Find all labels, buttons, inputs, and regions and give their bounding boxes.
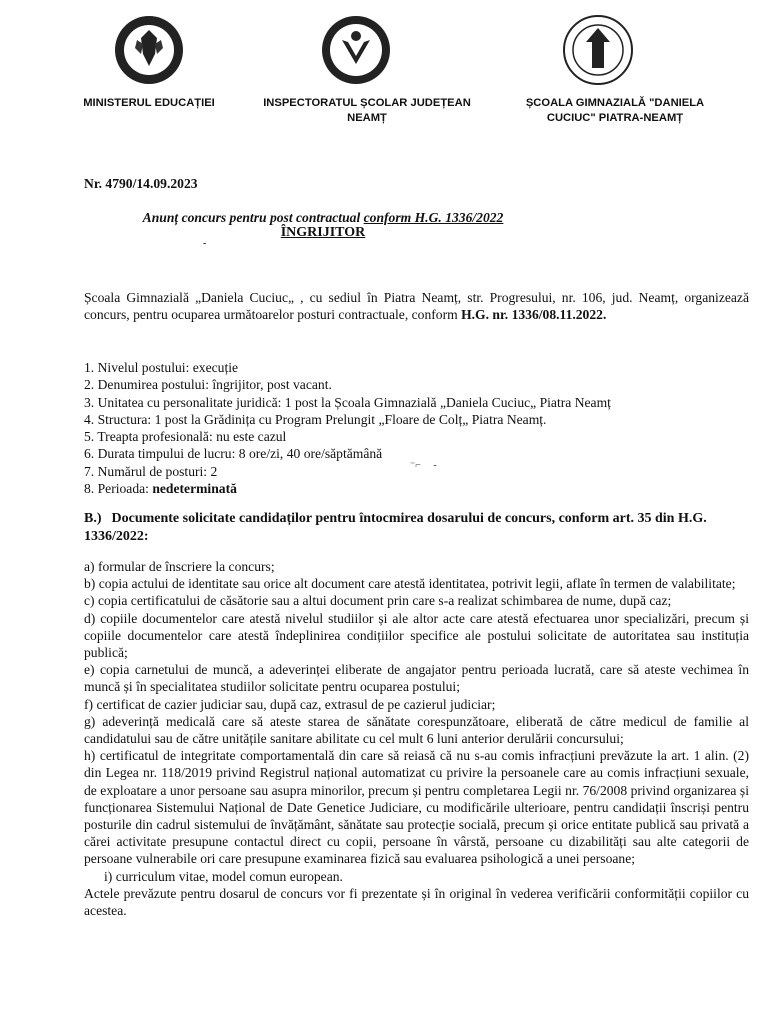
org-ministry: MINISTERUL EDUCAȚIEI bbox=[83, 97, 215, 109]
position-details-list bbox=[84, 359, 611, 497]
list-item: 4. Structura: 1 post la Grădinița cu Program Prelungit „Floare de Colț„ Piatra Neamț. bbox=[84, 411, 547, 427]
required-documents-list bbox=[84, 558, 749, 919]
list-item: 2. Denumirea postului: îngrijitor, post vacant. bbox=[84, 377, 332, 393]
announcement-title: Anunț concurs pentru post contractual conform H.G. 1336/2022 bbox=[142, 210, 504, 225]
list-item: b) copia actului de identitate sau orice alt document care atestă identitatea, potrivit legii, aflate în termen de valabilitate; bbox=[84, 576, 736, 592]
org-school: ȘCOALA GIMNAZIALĂ "DANIELA CUCIUC" PIATRA-NEAMȚ bbox=[525, 97, 705, 124]
stray-mark: ⁻⌐ - bbox=[410, 460, 437, 471]
school-seal-logo bbox=[562, 14, 634, 86]
list-item: 3. Unitatea cu personalitate juridică: 1 post la Școala Gimnazială „Daniela Cuciuc„ Piatra Neamț bbox=[84, 394, 611, 410]
list-item: c) copia certificatului de căsătorie sau a altui document prin care s-a realizat schimbarea de nume, după caz; bbox=[84, 593, 672, 609]
position-title: ÎNGRIJITOR bbox=[280, 225, 366, 240]
section-b-heading: B.) Documente solicitate candidaților pentru întocmirea dosarului de concurs, conform art. 35 din H.G. 1336/2022: bbox=[84, 511, 707, 544]
list-item: d) copiile documentelor care atestă nivelul studiilor și ale altor acte care atestă efectuarea unor specializări, precum și copiile documentelor care atestă îndeplinirea condițiilor specifice ale postului solicitate de autoritatea sau instituția publică; bbox=[84, 610, 749, 661]
list-item: g) adeverință medicală care să ateste starea de sănătate corespunzătoare, eliberată de către medicul de familie al candidatului sau de către unitățile sanitare abilitate cu cel mult 6 luni anterior derulării concursului; bbox=[84, 713, 749, 747]
list-item: 8. Perioada: nedeterminată bbox=[84, 481, 237, 497]
list-item: i) curriculum vitae, model comun european. bbox=[104, 868, 343, 884]
school-inspectorate-seal-logo bbox=[320, 14, 392, 86]
list-item: 6. Durata timpului de lucru: 8 ore/zi, 40 ore/săptămână bbox=[84, 446, 383, 462]
list-item: a) formular de înscriere la concurs; bbox=[84, 559, 275, 574]
list-item: f) certificat de cazier judiciar sau, după caz, extrasul de pe cazierul judiciar; bbox=[84, 696, 496, 712]
intro-paragraph: Școala Gimnazială „Daniela Cuciuc„ , cu sediul în Piatra Neamț, str. Progresului, nr. 106, jud. Neamț, organizează concurs, pentru ocuparea următoarelor posturi contractuale, conform H.G. nr. 1336/08.11.2022. bbox=[84, 290, 749, 323]
list-item: h) certificatul de integritate comportamentală din care să reiasă că nu s-au comis infracțiuni prevăzute la art. 1 alin. (2) din Legea nr. 118/2019 privind Registrul național automatizat cu privire la persoanele care au comis infracțiuni sexuale, de exploatare a unor persoane sau asupra minorilor, precum și pentru completarea Legii nr. 76/2008 privind organizarea și funcționarea Sistemului Național de Date Genetice Judiciare, cu modificările ulterioare, pentru candidații înscriși pentru posturile din cadrul sistemului de învățământ, sănătate sau protecție socială, precum și orice entitate publică sau privată a cărei activitate presupune contactul direct cu copii, persoane în vârstă, persoane cu dizabilități sau alte categorii de persoane vulnerabile ori care presupune examinarea fizică sau evaluarea psihologică a unei persoane; bbox=[84, 748, 749, 867]
government-seal-logo bbox=[113, 14, 185, 86]
list-item: 1. Nivelul postului: execuție bbox=[84, 360, 239, 375]
list-item: e) copia carnetului de muncă, a adeverinței eliberate de angajator pentru perioada lucrată, care să ateste vechimea în muncă și în specialitatea studiilor solicitate pentru ocuparea postului; bbox=[84, 662, 749, 695]
list-item: 5. Treapta profesională: nu este cazul bbox=[84, 429, 287, 445]
closing-paragraph: Actele prevăzute pentru dosarul de concurs vor fi prezentate și în original în vederea verificării conformității copiilor cu acestea. bbox=[84, 885, 749, 919]
list-item: 7. Numărul de posturi: 2 bbox=[84, 463, 218, 479]
reference-number: Nr. 4790/14.09.2023 bbox=[84, 176, 198, 191]
stray-mark: - bbox=[203, 238, 207, 249]
org-inspectorate: INSPECTORATUL ȘCOLAR JUDEȚEAN NEAMȚ bbox=[263, 97, 471, 124]
